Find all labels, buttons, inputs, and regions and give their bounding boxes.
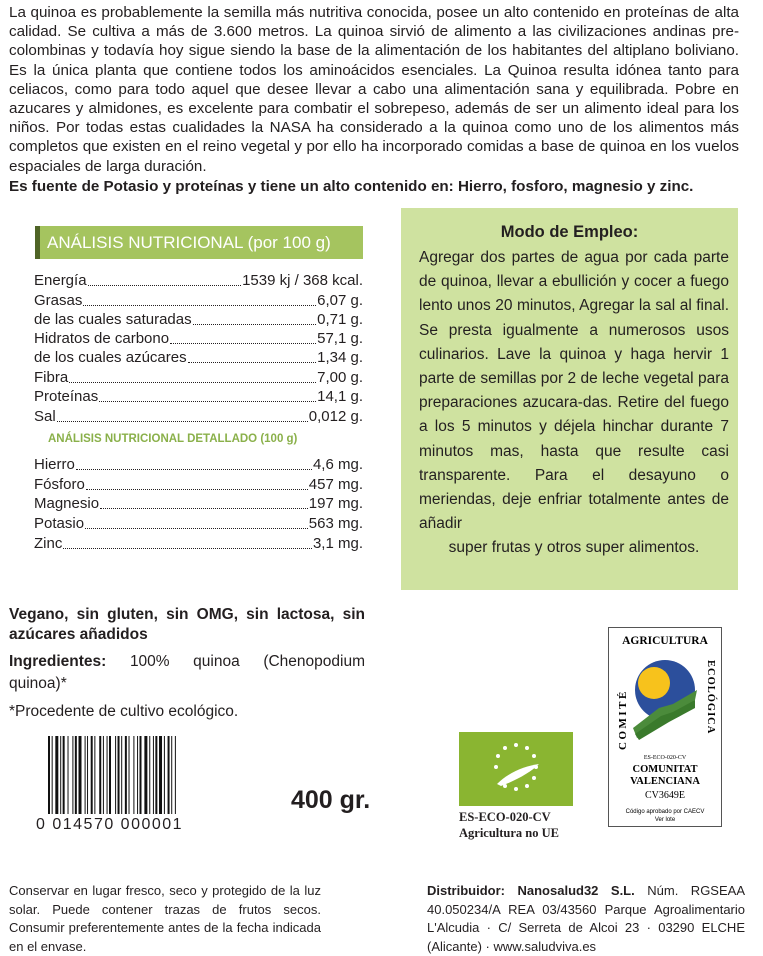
nutrition-row-protein: Proteínas 14,1 g. bbox=[34, 388, 363, 405]
storage-instructions: Conservar en lugar fresco, seco y protegido de la luz solar. Puede contener trazas de frutos secos. Consumir preferentemente antes de la fecha indicada en el envase. bbox=[9, 883, 321, 954]
nutrition-title: ANÁLISIS NUTRICIONAL (por 100 g) bbox=[47, 233, 331, 252]
usage-body: Agregar dos partes de agua por cada parte de quinoa, llevar a ebullición y cocer a fuego lento unos 20 minutos, Agregar la sal al final. Se presta igualmente a numerosos usos culinarios. Lave la quinoa y haga hervir 1 parte de semillas por 2 de leche vegetal para preparaciones azucara-das. Retire del fuego a los 5 minutos y déjela hinchar durante 7 minutos mas, hasta que resulte casi transparente. Para el desayuno o meriendas, deje enfriar totalmente antes de añadir bbox=[419, 249, 729, 533]
caecv-top-text: AGRICULTURA bbox=[622, 635, 708, 647]
caecv-note-1: Código aprobado por CAECV bbox=[625, 809, 705, 815]
ingredients bbox=[9, 651, 365, 695]
caecv-right-text: ECOLÓGICA bbox=[705, 660, 716, 735]
organic-note: *Procedente de cultivo ecológico. bbox=[9, 703, 239, 720]
barcode-number: 0 014570 000001 bbox=[36, 816, 184, 833]
eu-organic-leaf-logo bbox=[459, 732, 573, 806]
ingredients-label: Ingredientes: bbox=[9, 653, 107, 670]
distributor-details: Núm. RGSEAA 40.050234/A REA 03/43560 Parque Agroalimentario L'Alcudia · C/ Serreta de Alcoi 23 · 03290 ELCHE (Alicante) · www.saludviva.es bbox=[427, 883, 745, 954]
nutrition-detail-title: ANÁLISIS NUTRICIONAL DETALLADO (100 g) bbox=[48, 433, 298, 445]
intro-highlight: Es fuente de Potasio y proteínas y tiene un alto contenido en: Hierro, fosforo, magnesio y zinc. bbox=[9, 178, 694, 195]
detail-row-phosphorus: Fósforo 457 mg. bbox=[34, 476, 363, 493]
nutrition-row-saturated: de las cuales saturadas 0,71 g. bbox=[34, 311, 363, 328]
detail-row-potassium: Potasio 563 mg. bbox=[34, 515, 363, 532]
nutrition-row-fiber: Fibra 7,00 g. bbox=[34, 369, 363, 386]
nutrition-row-sugars: de los cuales azúcares 1,34 g. bbox=[34, 349, 363, 366]
caecv-code: ES-ECO-020-CV bbox=[643, 755, 687, 761]
usage-last-line: super frutas y otros super alimentos. bbox=[448, 539, 700, 557]
usage-text bbox=[419, 246, 729, 561]
nutrition-row-energy: Energía 1539 kj / 368 kcal. bbox=[34, 272, 363, 289]
detail-row-zinc: Zinc 3,1 mg. bbox=[34, 535, 363, 552]
nutrition-header bbox=[35, 226, 363, 259]
nutrition-row-fat: Grasas 6,07 g. bbox=[34, 292, 363, 309]
caecv-region-1: COMUNITAT bbox=[632, 764, 698, 775]
eu-certification bbox=[459, 809, 559, 841]
usage-box bbox=[401, 208, 738, 590]
caecv-region-2: VALENCIANA bbox=[630, 776, 700, 787]
ingredients-text: 100% quinoa (Chenopodium quinoa)* bbox=[9, 653, 365, 692]
net-weight: 400 gr. bbox=[291, 786, 371, 814]
detail-row-iron: Hierro 4,6 mg. bbox=[34, 456, 363, 473]
caecv-note-2: Ver lote bbox=[654, 817, 676, 823]
detail-row-magnesium: Magnesio 197 mg. bbox=[34, 495, 363, 512]
nutrition-header-bar bbox=[35, 226, 40, 259]
distributor-label: Distribuidor: Nanosalud32 S.L. bbox=[427, 883, 635, 898]
barcode bbox=[48, 736, 213, 814]
caecv-left-text: COMITÉ bbox=[617, 689, 629, 750]
usage-title: Modo de Empleo: bbox=[500, 223, 639, 241]
caecv-seal bbox=[608, 627, 722, 827]
caecv-seal-graphic bbox=[609, 628, 721, 826]
nutrition-row-carbs: Hidratos de carbono 57,1 g. bbox=[34, 330, 363, 347]
nutrition-row-salt: Sal 0,012 g. bbox=[34, 408, 363, 425]
eu-origin: Agricultura no UE bbox=[459, 826, 559, 840]
product-claims: Vegano, sin gluten, sin OMG, sin lactosa, sin azúcares añadidos bbox=[9, 606, 365, 643]
eu-code: ES-ECO-020-CV bbox=[459, 810, 551, 824]
distributor-info bbox=[427, 882, 745, 956]
intro-paragraph: La quinoa es probablemente la semilla más nutritiva conocida, posee un alto contenido en proteínas de alta calidad. Se cultiva a más de 3.600 metros. La quinoa sirvió de alimento a las civilizaciones andinas pre-colombinas y todavía hoy sigue siendo la base de la alimentación de los habitantes del altiplano boliviano. Es la única planta que contiene todos los aminoácidos esenciales. La Quinoa resulta idónea tanto para celiacos, como para todo aquel que desee llevar a cabo una alimentación sana y equilibrada. Pobre en azucares y almidones, es excelente para combatir el sobrepeso, además de ser un alimento ideal para los niños. Por todas estas cualidades la NASA ha considerado a la quinoa como uno de los alimentos más completos que existen en el reino vegetal y por ello ha incorporado comidas a base de quinoa en los vuelos espaciales de larga duración. bbox=[9, 4, 739, 175]
caecv-id: CV3649E bbox=[645, 790, 685, 801]
